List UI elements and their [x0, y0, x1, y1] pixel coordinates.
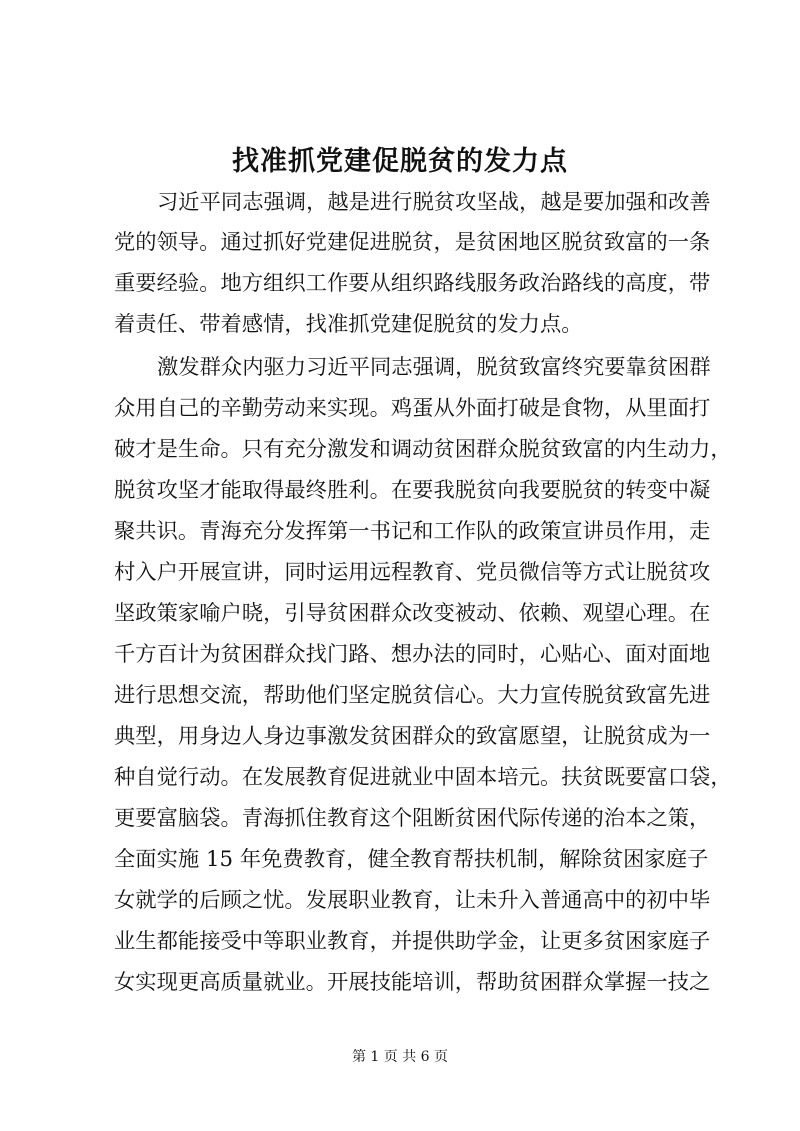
paragraph-2-line-5: 聚共识。青海充分发挥第一书记和工作队的政策宣讲员作用，走 — [114, 519, 711, 544]
paragraph-2-line-4: 脱贫攻坚才能取得最终胜利。在要我脱贫向我要脱贫的转变中凝 — [114, 478, 711, 503]
paragraph-2-line-3: 破才是生命。只有充分激发和调动贫困群众脱贫致富的内生动力， — [114, 437, 732, 462]
paragraph-1-line-1: 习近平同志强调，越是进行脱贫攻坚战，越是要加强和改善 — [157, 190, 711, 215]
paragraph-1-line-3: 重要经验。地方组织工作要从组织路线服务政治路线的高度，带 — [114, 271, 711, 296]
paragraph-2-line-1: 激发群众内驱力习近平同志强调，脱贫致富终究要靠贫困群 — [157, 355, 711, 380]
paragraph-2-line-14: 女就学的后顾之忧。发展职业教育，让未升入普通高中的初中毕 — [114, 888, 711, 913]
paragraph-2-line-16: 女实现更高质量就业。开展技能培训，帮助贫困群众掌握一技之 — [114, 970, 711, 995]
paragraph-2-line-2: 众用自己的辛勤劳动来实现。鸡蛋从外面打破是食物，从里面打 — [114, 396, 711, 421]
paragraph-2-line-13: 全面实施 15 年免费教育，健全教育帮扶机制，解除贫困家庭子 — [114, 847, 709, 872]
paragraph-2-line-7: 坚政策家喻户晓，引导贫困群众改变被动、依赖、观望心理。在 — [114, 601, 711, 626]
paragraph-2-line-12: 更要富脑袋。青海抓住教育这个阻断贫困代际传递的治本之策， — [114, 806, 711, 831]
paragraph-1-line-4: 着责任、带着感情，找准抓党建促脱贫的发力点。 — [114, 312, 583, 337]
page-number-footer: 第 1 页 共 6 页 — [351, 1049, 449, 1065]
paragraph-2-line-8: 千方百计为贫困群众找门路、想办法的同时，心贴心、面对面地 — [114, 642, 711, 667]
document-title: 找准抓党建促脱贫的发力点 — [232, 146, 568, 177]
paragraph-2-line-9: 进行思想交流，帮助他们坚定脱贫信心。大力宣传脱贫致富先进 — [114, 683, 711, 708]
paragraph-2-line-6: 村入户开展宣讲，同时运用远程教育、党员微信等方式让脱贫攻 — [114, 560, 711, 585]
paragraph-2-line-15: 业生都能接受中等职业教育，并提供助学金，让更多贫困家庭子 — [114, 929, 711, 954]
paragraph-1-line-2: 党的领导。通过抓好党建促进脱贫，是贫困地区脱贫致富的一条 — [114, 230, 711, 255]
paragraph-2-line-10: 典型，用身边人身边事激发贫困群众的致富愿望，让脱贫成为一 — [114, 724, 711, 749]
paragraph-2-line-11: 种自觉行动。在发展教育促进就业中固本培元。扶贫既要富口袋， — [114, 765, 732, 790]
